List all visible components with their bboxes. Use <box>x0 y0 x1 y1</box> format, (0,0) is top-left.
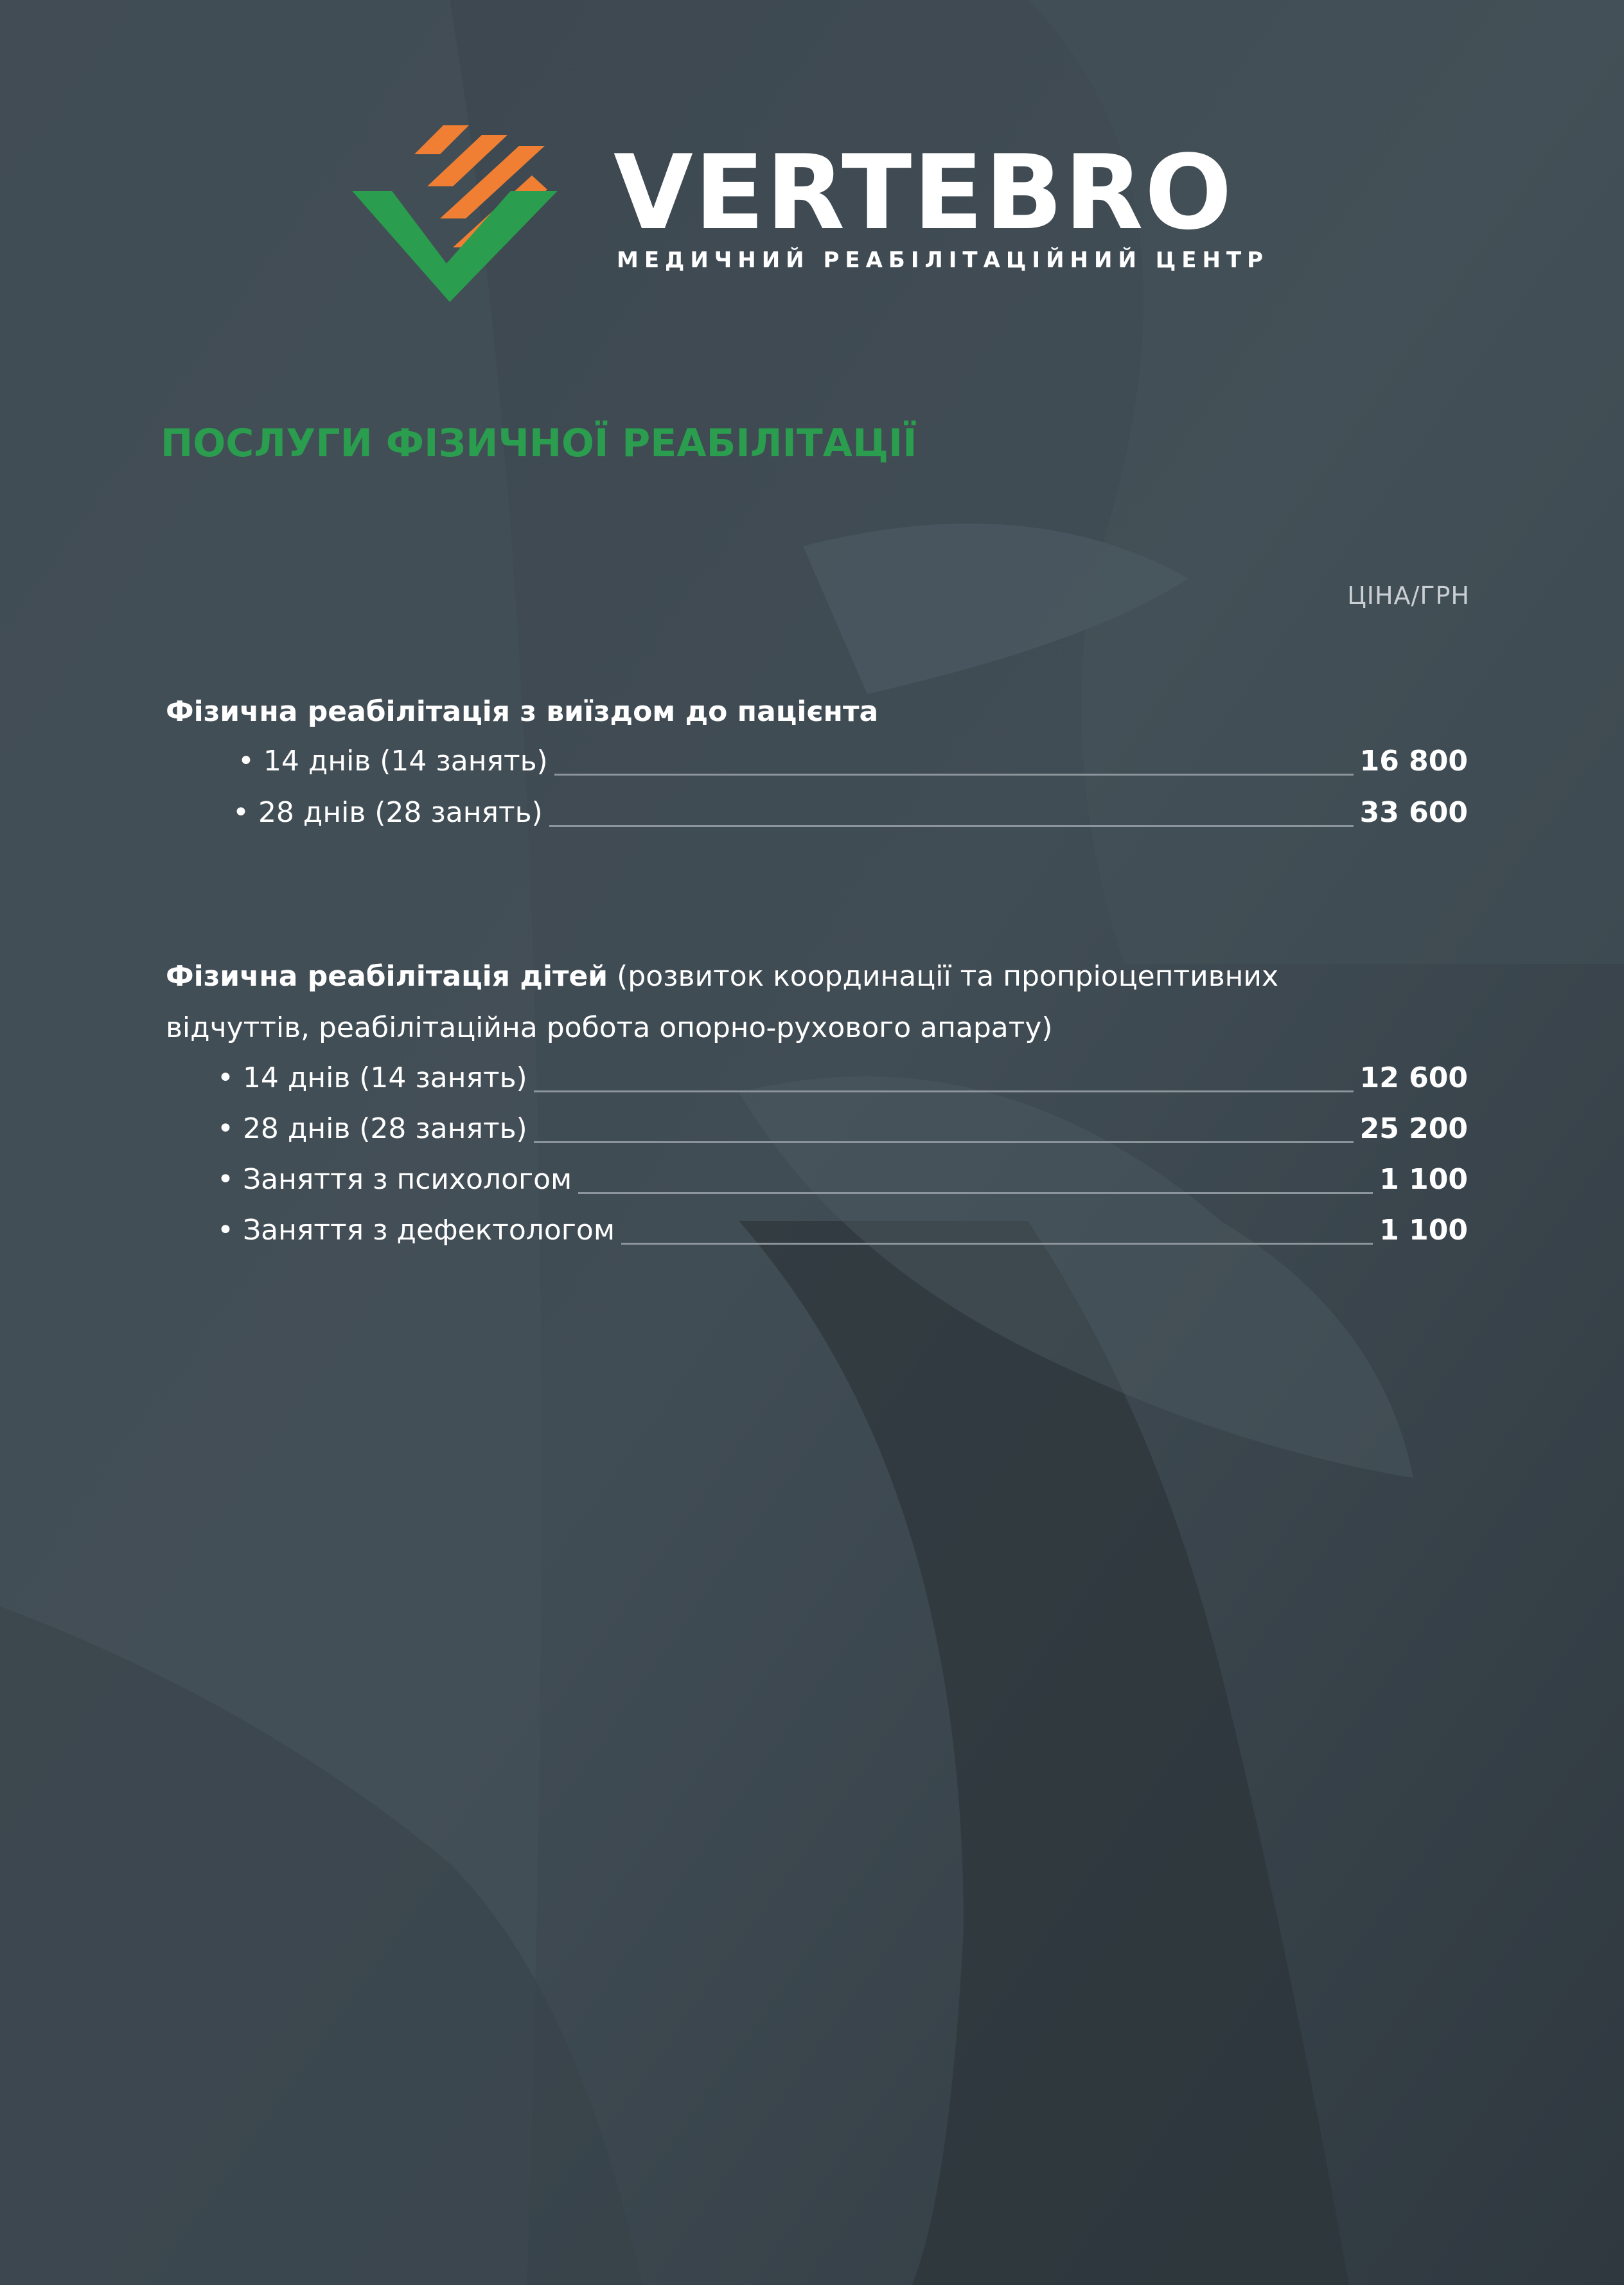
section-title-children <box>166 951 1278 1002</box>
item-label: • 28 днів (28 занять) <box>217 1112 527 1145</box>
dotted-leader <box>578 1192 1373 1194</box>
section-title-text: Фізична реабілітація з виїздом до пацієнта <box>166 695 879 728</box>
section-title-home-visit <box>166 686 878 738</box>
list-item <box>233 787 1468 839</box>
list-item <box>217 1154 1468 1205</box>
item-price: 1 100 <box>1379 1214 1468 1247</box>
section-note-line1: (розвиток координації та пропріоцептивних <box>617 960 1279 993</box>
list-item <box>238 736 1468 787</box>
logo <box>347 119 1269 312</box>
dotted-leader <box>534 1090 1354 1092</box>
list-item <box>217 1205 1468 1256</box>
price-column-header: ЦІНА/ГРН <box>1347 582 1470 610</box>
section-note-line2: відчуттів, реабілітаційна робота опорно-рухового апарату) <box>166 1011 1053 1044</box>
page-title: ПОСЛУГИ ФІЗИЧНОЇ РЕАБІЛІТАЦІЇ <box>161 421 917 466</box>
section-note-continued <box>166 1002 1053 1054</box>
brand-tagline: МЕДИЧНИЙ РЕАБІЛІТАЦІЙНИЙ ЦЕНТР <box>617 247 1269 273</box>
item-label: • Заняття з дефектологом <box>217 1214 615 1247</box>
dotted-leader <box>621 1243 1373 1245</box>
section-title-text: Фізична реабілітація дітей <box>166 960 608 993</box>
item-price: 12 600 <box>1359 1062 1468 1094</box>
item-label: • 14 днів (14 занять) <box>217 1062 527 1094</box>
item-label: • 28 днів (28 занять) <box>233 796 543 829</box>
list-item <box>217 1053 1468 1104</box>
item-label: • Заняття з психологом <box>217 1163 572 1196</box>
dotted-leader <box>534 1141 1354 1143</box>
dotted-leader <box>549 825 1354 827</box>
list-item <box>217 1103 1468 1155</box>
item-price: 16 800 <box>1359 745 1468 778</box>
logo-mark-icon <box>347 119 565 312</box>
item-price: 25 200 <box>1359 1112 1468 1145</box>
item-label: • 14 днів (14 занять) <box>238 745 548 778</box>
brand-name: VERTEBRO <box>613 132 1233 253</box>
item-price: 33 600 <box>1359 796 1468 829</box>
dotted-leader <box>554 774 1354 776</box>
item-price: 1 100 <box>1379 1163 1468 1196</box>
